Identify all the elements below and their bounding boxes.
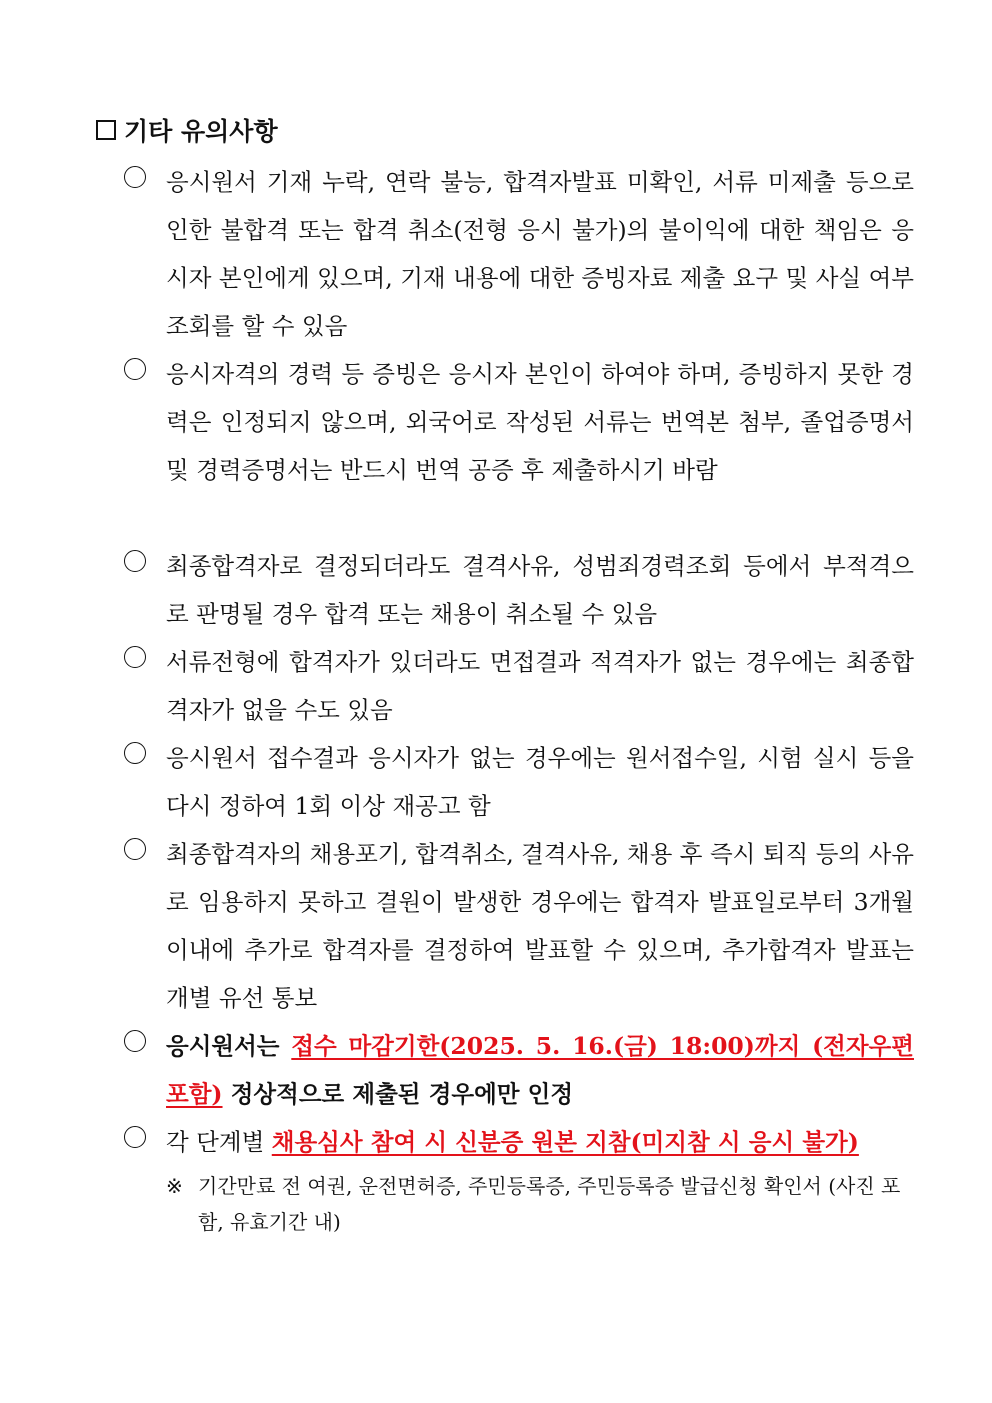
item-text: 최종합격자의 채용포기, 합격취소, 결격사유, 채용 후 즉시 퇴직 등의 사유로 임용하지 못하고 결원이 발생한 경우에는 합격자 발표일로부터 3개월 이내에 추가로 합격자를 결정하여 발표할 수 있으며, 추가합격자 발표는 개별 유선 통보 [166,840,914,1012]
item-text: 응시자격의 경력 등 증빙은 응시자 본인이 하여야 하며, 증빙하지 못한 경력은 인정되지 않으며, 외국어로 작성된 서류는 번역본 첨부, 졸업증명서 및 경력증명서는 반드시 번역 공증 후 제출하시기 바람 [166,360,914,484]
item-suffix: 정상적으로 제출된 경우에만 인정 [230,1080,574,1108]
section-title: 기타 유의사항 [124,117,278,146]
item-text: 최종합격자로 결정되더라도 결격사유, 성범죄경력조회 등에서 부적격으로 판명될 경우 합격 또는 채용이 취소될 수 있음 [166,552,914,628]
list-item [124,1118,914,1166]
circle-bullet-icon [124,1030,146,1052]
deadline-highlight: 접수 마감기한(2025. 5. 16.(금) 18:00)까지 (전자우편 포함) [166,1032,914,1108]
item-prefix: 각 단계별 [166,1128,265,1156]
reference-mark: ※ [166,1174,183,1198]
circle-bullet-icon [124,646,146,668]
footnote [166,1168,912,1240]
circle-bullet-icon [124,742,146,764]
list-item [124,158,914,350]
section-heading [96,112,278,148]
id-requirement-highlight: 채용심사 참여 시 신분증 원본 지참(미지참 시 응시 불가) [271,1128,859,1156]
footnote-text: 기간만료 전 여권, 운전면허증, 주민등록증, 주민등록증 발급신청 확인서 (사진 포함, 유효기간 내) [198,1174,901,1234]
circle-bullet-icon [124,1126,146,1148]
item-text: 응시원서 기재 누락, 연락 불능, 합격자발표 미확인, 서류 미제출 등으로 인한 불합격 또는 합격 취소(전형 응시 불가)의 불이익에 대한 책임은 응시자 본인에게 있으며, 기재 내용에 대한 증빙자료 제출 요구 및 사실 여부 조회를 할 수 있음 [166,168,914,340]
item-text: 응시원서 접수결과 응시자가 없는 경우에는 원서접수일, 시험 실시 등을 다시 정하여 1회 이상 재공고 함 [166,744,914,820]
list-item [124,542,914,638]
list-item [124,734,914,830]
list-item [124,1022,914,1118]
item-text [166,1118,914,1166]
circle-bullet-icon [124,358,146,380]
circle-bullet-icon [124,550,146,572]
list-item [124,638,914,734]
list-item [124,830,914,1022]
list-item [124,350,914,494]
checkbox-icon [96,120,116,140]
circle-bullet-icon [124,166,146,188]
item-text [166,1022,914,1118]
item-text: 서류전형에 합격자가 있더라도 면접결과 적격자가 없는 경우에는 최종합격자가 없을 수도 있음 [166,648,914,724]
circle-bullet-icon [124,838,146,860]
item-prefix: 응시원서는 [166,1032,280,1060]
